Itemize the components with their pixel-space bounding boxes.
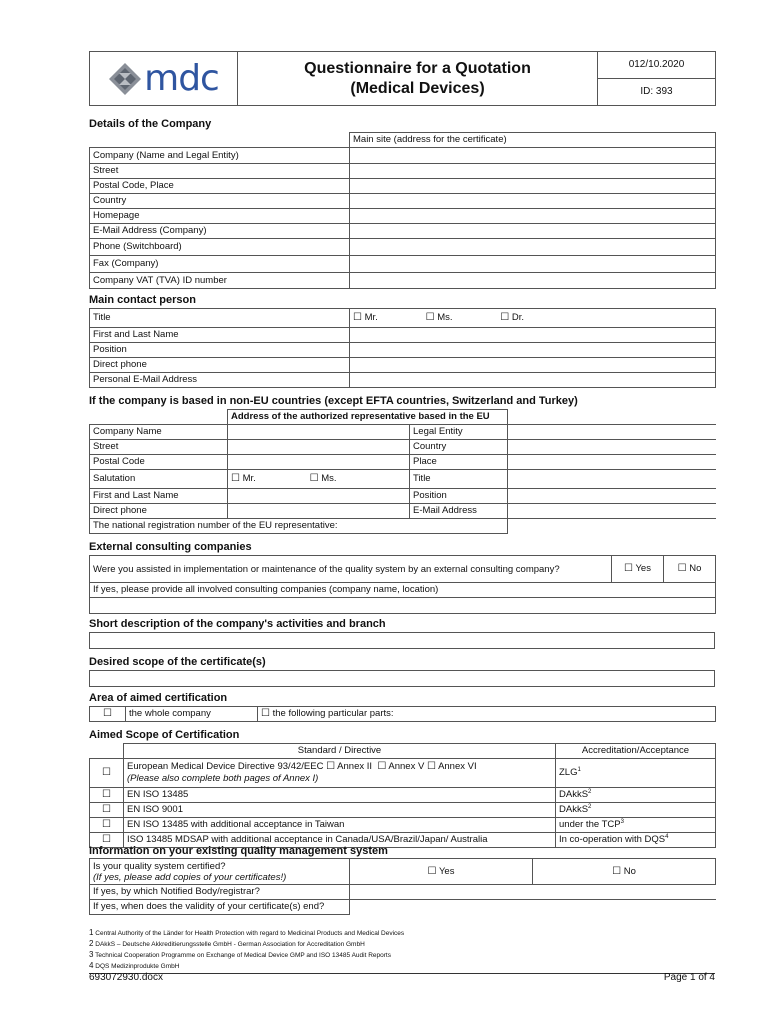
eu-email-field[interactable]	[508, 504, 716, 519]
company-row-label: Company VAT (TVA) ID number	[90, 273, 350, 289]
company-row-label: Street	[90, 164, 350, 179]
qms-q2-label: If yes, by which Notified Body/registrar?	[90, 885, 350, 900]
eu-email-label: E-Mail Address	[410, 504, 508, 519]
contact-row-label: Direct phone	[90, 358, 350, 373]
table-row	[90, 373, 716, 388]
eu-legal-entity-field[interactable]	[508, 425, 716, 440]
consulting-no-checkbox[interactable]: ☐ No	[664, 556, 716, 583]
footnote-number: 2	[89, 939, 94, 948]
footnote-text: DAkkS – Deutsche Akkreditierungsstelle GmbH - German Association for Accreditation GmbH	[95, 941, 365, 948]
company-row-label: E-Mail Address (Company)	[90, 224, 350, 239]
eu-title-label: Title	[410, 470, 508, 489]
consulting-yes-checkbox[interactable]: ☐ Yes	[612, 556, 664, 583]
scope-row	[90, 788, 716, 803]
scope-standard: ISO 13485 MDSAP with additional acceptance in Canada/USA/Brazil/Japan/ Australia	[124, 833, 556, 848]
qms-section-title: Information on your existing quality management system	[89, 845, 388, 857]
eu-company-name-field[interactable]	[228, 425, 410, 440]
qms-table	[89, 858, 716, 915]
header-table	[89, 51, 716, 106]
scope-table	[89, 743, 716, 848]
footnote	[89, 950, 391, 961]
company-row-label: Fax (Company)	[90, 256, 350, 273]
short-desc-field[interactable]	[90, 633, 715, 649]
consulting-question: Were you assisted in implementation or maintenance of the quality system by an external consulting company?	[90, 556, 612, 583]
contact-row-field[interactable]	[350, 328, 716, 343]
eu-salutation-options	[228, 470, 410, 489]
qms-q3-label: If yes, when does the validity of your certificate(s) end?	[90, 900, 350, 915]
col-accr-header: Accreditation/Acceptance	[556, 744, 716, 759]
desired-scope-section-title: Desired scope of the certificate(s)	[89, 656, 266, 668]
company-table	[89, 132, 716, 289]
company-row-field[interactable]	[350, 224, 716, 239]
table-row	[90, 209, 716, 224]
area-table	[89, 706, 716, 722]
company-row-field[interactable]	[350, 164, 716, 179]
qms-no-checkbox[interactable]: ☐ No	[533, 859, 716, 885]
qms-yes-checkbox[interactable]: ☐ Yes	[350, 859, 533, 885]
scope-accr: under the TCP$^3$	[556, 818, 716, 833]
footer-filename: 693072930.docx	[89, 972, 163, 983]
desired-scope-field[interactable]	[90, 671, 715, 687]
eu-postal-label: Postal Code	[90, 455, 228, 470]
footnote	[89, 961, 179, 972]
contact-row-label: First and Last Name	[90, 328, 350, 343]
title-label: Title	[90, 309, 350, 328]
eu-salutation-label: Salutation	[90, 470, 228, 489]
col-standard-header: Standard / Directive	[124, 744, 556, 759]
short-desc-table	[89, 632, 715, 649]
table-row	[90, 224, 716, 239]
eu-place-label: Place	[410, 455, 508, 470]
scope-standard: EN ISO 13485 with additional acceptance in Taiwan	[124, 818, 556, 833]
footnote-number: 1	[89, 928, 94, 937]
contact-row-label: Personal E-Mail Address	[90, 373, 350, 388]
dr-checkbox[interactable]: ☐ Dr.	[500, 312, 525, 323]
table-row	[90, 164, 716, 179]
scope-checkbox[interactable]: ☐	[90, 803, 124, 818]
eu-mr-checkbox[interactable]: ☐ Mr.	[231, 473, 256, 484]
ms-checkbox[interactable]: ☐ Ms.	[425, 312, 453, 323]
footnote-number: 3	[89, 950, 94, 959]
footnote	[89, 939, 365, 950]
title-options	[350, 309, 716, 328]
company-row-field[interactable]	[350, 256, 716, 273]
table-row	[90, 148, 716, 164]
qms-q3-field[interactable]	[350, 900, 716, 915]
company-row-label: Postal Code, Place	[90, 179, 350, 194]
table-row	[90, 273, 716, 289]
company-row-field[interactable]	[350, 194, 716, 209]
table-row	[90, 194, 716, 209]
footnote-text: Central Authority of the Länder for Health Protection with regard to Medicinal Products and Medical Devices	[95, 930, 405, 937]
scope-standard: EN ISO 9001	[124, 803, 556, 818]
mdd-cell	[124, 759, 556, 788]
table-row	[90, 328, 716, 343]
scope-accr: DAkkS$^2$	[556, 788, 716, 803]
eu-street-field[interactable]	[228, 440, 410, 455]
scope-checkbox[interactable]: ☐	[90, 818, 124, 833]
company-row-label: Homepage	[90, 209, 350, 224]
eu-name-label: First and Last Name	[90, 489, 228, 504]
eu-name-field[interactable]	[228, 489, 410, 504]
contact-row-label: Position	[90, 343, 350, 358]
particular-parts-option[interactable]: ☐ the following particular parts:	[258, 707, 716, 722]
company-row-field[interactable]	[350, 209, 716, 224]
area-section-title: Area of aimed certification	[89, 692, 228, 704]
company-row-label: Phone (Switchboard)	[90, 239, 350, 256]
whole-company-label: the whole company	[126, 707, 258, 722]
consulting-section-title: External consulting companies	[89, 541, 252, 553]
eu-country-label: Country	[410, 440, 508, 455]
eu-section-title: If the company is based in non-EU countries (except EFTA countries, Switzerland and Turkey)	[89, 395, 578, 407]
scope-row	[90, 803, 716, 818]
footnote	[89, 928, 404, 939]
consulting-table	[89, 555, 716, 614]
company-row-label: Country	[90, 194, 350, 209]
scope-checkbox[interactable]: ☐	[90, 833, 124, 848]
annex5-checkbox[interactable]: ☐ Annex V	[377, 761, 425, 772]
desired-scope-table	[89, 670, 715, 687]
mdc-logo-icon	[108, 62, 142, 96]
whole-company-checkbox[interactable]: ☐	[90, 707, 126, 722]
eu-position-field[interactable]	[508, 489, 716, 504]
logo-cell	[90, 52, 238, 106]
page-subtitle: (Medical Devices)	[350, 79, 485, 97]
annex6-checkbox[interactable]: ☐ Annex VI	[426, 761, 477, 772]
eu-phone-label: Direct phone	[90, 504, 228, 519]
company-row-field[interactable]	[350, 179, 716, 194]
footnote-text: Technical Cooperation Programme on Exchange of Medical Device GMP and ISO 13485 Audit Reports	[95, 952, 391, 959]
eu-position-label: Position	[410, 489, 508, 504]
company-section-title: Details of the Company	[89, 118, 212, 130]
scope-checkbox[interactable]: ☐	[90, 788, 124, 803]
company-row-field[interactable]	[350, 148, 716, 164]
eu-phone-field[interactable]	[228, 504, 410, 519]
footer-page-number: Page 1 of 4	[663, 972, 715, 983]
table-row	[90, 343, 716, 358]
mdd-accr: ZLG$^1$	[556, 759, 716, 788]
contact-row-field[interactable]	[350, 343, 716, 358]
footnote-number: 4	[89, 961, 94, 970]
mdd-checkbox[interactable]: ☐	[90, 759, 124, 788]
table-row	[90, 239, 716, 256]
eu-street-label: Street	[90, 440, 228, 455]
mdd-note: (Please also complete both pages of Annex I)	[127, 773, 319, 784]
eu-table	[89, 409, 716, 534]
short-desc-section-title: Short description of the company's activities and branch	[89, 618, 386, 630]
scope-row	[90, 818, 716, 833]
table-row	[90, 256, 716, 273]
eu-address-header: Address of the authorized representative based in the EU	[228, 410, 508, 425]
eu-postal-field[interactable]	[228, 455, 410, 470]
table-row	[90, 358, 716, 373]
contact-section-title: Main contact person	[89, 294, 196, 306]
page-title: Questionnaire for a Quotation	[304, 59, 531, 77]
mdd-label: European Medical Device Directive 93/42/EEC	[127, 761, 324, 772]
eu-place-field[interactable]	[508, 455, 716, 470]
scope-accr: DAkkS$^2$	[556, 803, 716, 818]
contact-row-field[interactable]	[350, 373, 716, 388]
footnote-text: DQS Medizinprodukte GmbH	[95, 963, 180, 970]
company-row-field[interactable]	[350, 239, 716, 256]
qms-q2-field[interactable]	[350, 885, 716, 900]
qms-q1-cell: Is your quality system certified? (If yes, please add copies of your certificates!)	[90, 859, 350, 885]
id-cell: ID: 393	[598, 79, 716, 106]
eu-company-name-label: Company Name	[90, 425, 228, 440]
date-cell: 012/10.2020	[598, 52, 716, 79]
logo-text: mdc	[144, 57, 219, 99]
consulting-companies-field[interactable]	[90, 598, 716, 614]
contact-table	[89, 308, 716, 388]
eu-legal-entity-label: Legal Entity	[410, 425, 508, 440]
eu-title-field[interactable]	[508, 470, 716, 489]
main-site-header: Main site (address for the certificate)	[350, 133, 716, 148]
company-row-label: Company (Name and Legal Entity)	[90, 148, 350, 164]
mr-checkbox[interactable]: ☐ Mr.	[353, 312, 378, 323]
eu-national-reg-label: The national registration number of the EU representative:	[90, 519, 508, 534]
scope-accr: In co-operation with DQS$^4$	[556, 833, 716, 848]
company-row-field[interactable]	[350, 273, 716, 289]
scope-standard: EN ISO 13485	[124, 788, 556, 803]
title-cell	[238, 52, 598, 106]
eu-ms-checkbox[interactable]: ☐ Ms.	[309, 473, 337, 484]
eu-country-field[interactable]	[508, 440, 716, 455]
table-row	[90, 179, 716, 194]
scope-section-title: Aimed Scope of Certification	[89, 729, 240, 741]
consulting-followup: If yes, please provide all involved consulting companies (company name, location)	[90, 583, 716, 598]
annex2-checkbox[interactable]: ☐ Annex II	[326, 761, 373, 772]
contact-row-field[interactable]	[350, 358, 716, 373]
